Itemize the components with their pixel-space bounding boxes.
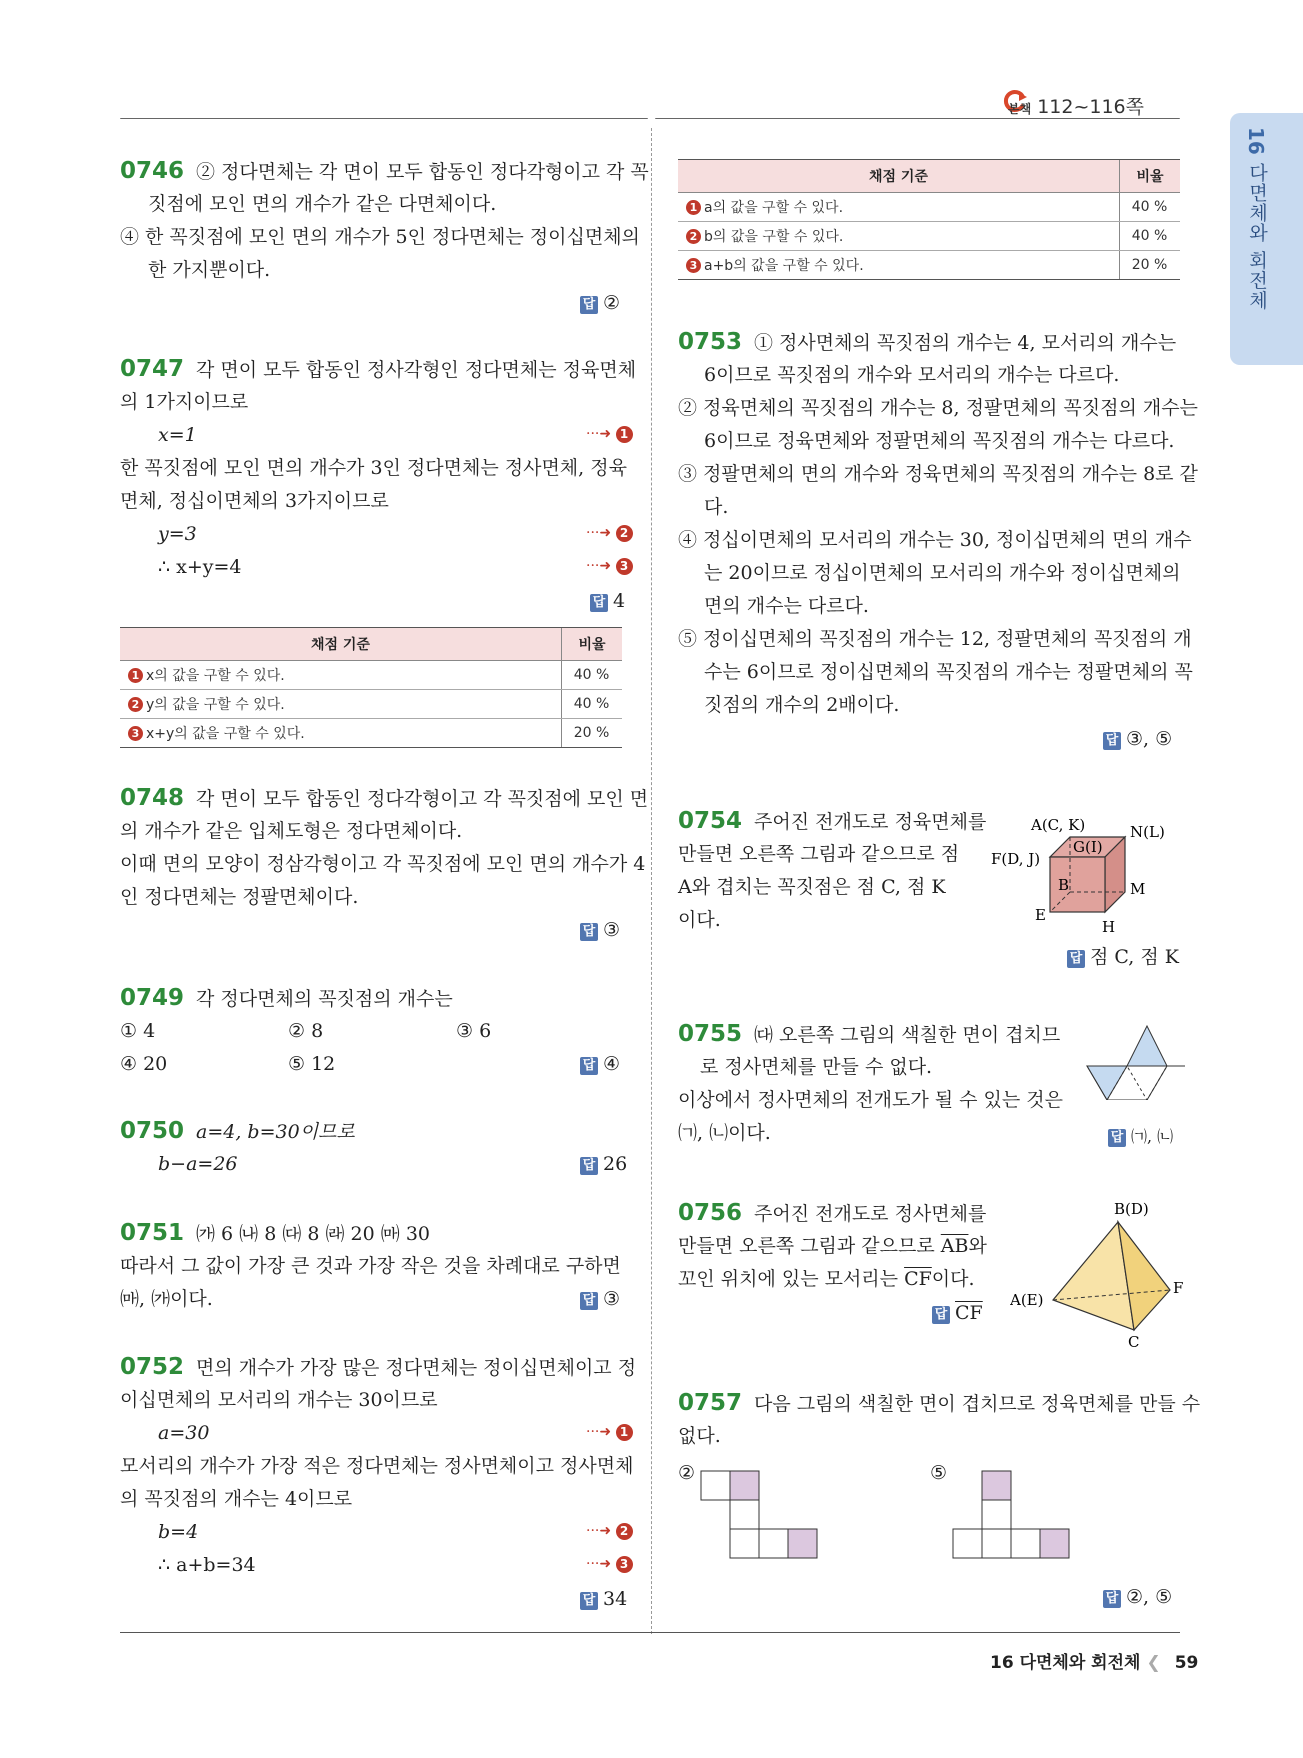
scoring-table-0752 — [678, 159, 1180, 280]
problem-0753-line10: ⑤ 정이십면체의 꼭짓점의 개수는 12, 정팔면체의 꼭짓점의 개 — [678, 628, 1192, 650]
label-m: M — [1130, 880, 1146, 898]
cube-net-figure-5 — [952, 1470, 1082, 1564]
problem-0755-line2: 로 정사면체를 만들 수 없다. — [700, 1056, 933, 1078]
problem-0754-line4: 이다. — [678, 909, 721, 931]
answer-0750: 답 26 — [580, 1153, 627, 1175]
table-header-criteria: 채점 기준 — [120, 628, 562, 661]
problem-0752-line3: 모서리의 개수가 가장 적은 정다면체는 정사면체이고 정사면체 — [120, 1455, 634, 1477]
equation-sum: ∴ a+b=34 — [158, 1554, 256, 1576]
problem-0753-line9: 면의 개수는 다르다. — [704, 595, 869, 617]
problem-0753-line12: 짓점의 개수의 2배이다. — [704, 694, 900, 716]
problem-number: 0752 — [120, 1354, 185, 1380]
choice-2: ② 8 — [288, 1020, 324, 1042]
problem-0747-line3: 한 꼭짓점에 모인 면의 개수가 3인 정다면체는 정사면체, 정육 — [120, 457, 627, 479]
answer-icon: 답 — [1108, 1129, 1126, 1147]
page-footer — [990, 1648, 1198, 1673]
answer-icon: 답 — [1067, 950, 1085, 968]
cube-net-figure-2 — [700, 1470, 830, 1564]
problem-0749-line1: 0749 각 정다면체의 꼭짓점의 개수는 — [120, 985, 453, 1011]
problem-0752-line1: 0752 면의 개수가 가장 많은 정다면체는 정이십면체이고 정 — [120, 1354, 637, 1380]
problem-number: 0751 — [120, 1220, 185, 1246]
problem-0747-line2: 의 1가지이므로 — [120, 391, 249, 413]
label-a: A(C, K) — [1031, 816, 1086, 834]
label-g: G(I) — [1073, 838, 1103, 856]
problem-0753-line6: 다. — [704, 496, 729, 518]
figure-label-2: ② — [678, 1462, 696, 1484]
problem-0753-line1: 0753 ① 정사면체의 꼭짓점의 개수는 4, 모서리의 개수는 — [678, 329, 1177, 355]
answer-icon: 답 — [1103, 1590, 1121, 1608]
footer-divider — [120, 1632, 1180, 1633]
chapter-number: 16 — [1244, 127, 1268, 155]
problem-0746-line1: 0746 ② 정다면체는 각 면이 모두 합동인 정다각형이고 각 꼭 — [120, 158, 649, 184]
problem-0753-line5: ③ 정팔면체의 면의 개수와 정육면체의 꼭짓점의 개수는 8로 같 — [678, 463, 1198, 485]
equation-b: b=4 — [158, 1521, 199, 1543]
problem-0746-line3: ④ 한 꼭짓점에 모인 면의 개수가 5인 정다면체는 정이십면체의 — [120, 226, 640, 248]
problem-0747-line1: 0747 각 면이 모두 합동인 정사각형인 정다면체는 정육면체 — [120, 356, 637, 382]
label-e: E — [1035, 906, 1046, 924]
problem-0751-line2: 따라서 그 값이 가장 큰 것과 가장 작은 것을 차례대로 구하면 — [120, 1255, 621, 1277]
equation-y: y=3 — [158, 523, 197, 545]
table-header-ratio: 비율 — [1120, 160, 1181, 193]
answer-icon: 답 — [580, 923, 598, 941]
answer-0747: 답 4 — [590, 590, 625, 612]
step-2-marker: ···➜ 2 — [586, 1523, 633, 1540]
problem-number: 0757 — [678, 1390, 743, 1416]
problem-0751-line3: ㈒, ㈎이다. — [120, 1288, 213, 1310]
chapter-title: 다면체와 회전체 — [1246, 163, 1268, 311]
step-3-marker: ···➜ 3 — [586, 558, 633, 575]
problem-number: 0755 — [678, 1021, 743, 1047]
problem-0746-line2: 짓점에 모인 면의 개수가 같은 다면체이다. — [148, 193, 497, 215]
problem-0753-line8: 는 20이므로 정십이면체의 모서리의 개수와 정이십면체의 — [704, 562, 1181, 584]
answer-icon: 답 — [580, 296, 598, 314]
textbook-reference: 본책 112~116쪽 — [1008, 96, 1144, 118]
choice-4: ④ 20 — [120, 1053, 168, 1075]
problem-0753-line2: 6이므로 꼭짓점의 개수와 모서리의 개수는 다르다. — [704, 364, 1120, 386]
answer-0746: 답 ② — [580, 292, 620, 314]
equation-a: a=30 — [158, 1422, 210, 1444]
problem-number: 0747 — [120, 356, 185, 382]
tetrahedron-figure — [1010, 1200, 1185, 1348]
cube-figure — [985, 808, 1185, 938]
answer-icon: 답 — [580, 1157, 598, 1175]
problem-0753-line7: ④ 정십이면체의 모서리의 개수는 30, 정이십면체의 면의 개수 — [678, 529, 1192, 551]
choice-1: ① 4 — [120, 1020, 156, 1042]
answer-icon: 답 — [590, 594, 608, 612]
chapter-tab[interactable] — [1230, 113, 1303, 365]
problem-0755-line1: 0755 ㈐ 오른쪽 그림의 색칠한 면이 겹치므 — [678, 1021, 1061, 1047]
problem-0746-line4: 한 가지뿐이다. — [148, 259, 271, 281]
answer-0753: 답 ③, ⑤ — [1103, 728, 1172, 750]
step-3-marker: ···➜ 3 — [586, 1556, 633, 1573]
table-row: 1 a의 값을 구할 수 있다. 40 % — [678, 193, 1180, 222]
answer-0752: 답 34 — [580, 1588, 627, 1610]
step-1-marker: ···➜ 1 — [586, 1424, 633, 1441]
answer-0756: 답 $\overline{CF}$ — [932, 1302, 983, 1324]
step-1-marker: ···➜ 1 — [586, 426, 633, 443]
problem-0753-line4: 6이므로 정육면체와 정팔면체의 꼭짓점의 개수는 다르다. — [704, 430, 1175, 452]
answer-0757: 답 ②, ⑤ — [1103, 1586, 1172, 1608]
table-row: 3 x+y의 값을 구할 수 있다. 20 % — [120, 719, 622, 748]
problem-0753-line3: ② 정육면체의 꼭짓점의 개수는 8, 정팔면체의 꼭짓점의 개수는 — [678, 397, 1198, 419]
column-frame-left — [120, 118, 648, 119]
problem-0747-line4: 면체, 정십이면체의 3가지이므로 — [120, 490, 389, 512]
problem-0756-line2: 만들면 오른쪽 그림과 같으므로 $\overline{AB}$와 — [678, 1235, 987, 1257]
figure-label-5: ⑤ — [930, 1462, 948, 1484]
problem-number: 0749 — [120, 985, 185, 1011]
table-header-criteria: 채점 기준 — [678, 160, 1120, 193]
table-header-ratio: 비율 — [562, 628, 623, 661]
table-row: 1 x의 값을 구할 수 있다. 40 % — [120, 661, 622, 690]
choice-3: ③ 6 — [456, 1020, 492, 1042]
label-f: F(D, J) — [991, 850, 1041, 868]
label-h: H — [1102, 918, 1116, 936]
tetrahedron-net-figure — [1085, 1020, 1185, 1100]
answer-icon: 답 — [1103, 732, 1121, 750]
problem-number: 0756 — [678, 1200, 743, 1226]
problem-0754-line1: 0754 주어진 전개도로 정육면체를 — [678, 808, 987, 834]
problem-number: 0746 — [120, 158, 185, 184]
problem-0750-line2: b−a=26 — [158, 1153, 238, 1175]
page-number: 59 — [1174, 1653, 1199, 1673]
chevron-left-icon: ❮ — [1146, 1653, 1161, 1673]
choice-5: ⑤ 12 — [288, 1053, 336, 1075]
label-ae: A(E) — [1010, 1291, 1044, 1309]
problem-0748-line3: 이때 면의 모양이 정삼각형이고 각 꼭짓점에 모인 면의 개수가 4 — [120, 853, 646, 875]
scoring-table-0747 — [120, 627, 622, 748]
problem-0751-line1: 0751 ㈎ 6 ㈏ 8 ㈐ 8 ㈑ 20 ㈒ 30 — [120, 1220, 430, 1246]
answer-0754: 답 점 C, 점 K — [1067, 942, 1179, 969]
answer-icon: 답 — [932, 1306, 950, 1324]
problem-0752-line2: 이십면체의 모서리의 개수는 30이므로 — [120, 1389, 438, 1411]
answer-icon: 답 — [580, 1592, 598, 1610]
answer-0749: 답 ④ — [580, 1053, 620, 1075]
problem-number: 0754 — [678, 808, 743, 834]
equation-x: x=1 — [158, 424, 197, 446]
problem-0754-line3: A와 겹치는 꼭짓점은 점 C, 점 K — [678, 876, 946, 898]
problem-0755-line3: 이상에서 정사면체의 전개도가 될 수 있는 것은 — [678, 1089, 1063, 1111]
problem-0748-line4: 인 정다면체는 정팔면체이다. — [120, 886, 359, 908]
problem-0756-line1: 0756 주어진 전개도로 정사면체를 — [678, 1200, 987, 1226]
answer-0755: 답 ㈀, ㈁ — [1108, 1124, 1173, 1147]
label-b: B — [1058, 876, 1070, 894]
problem-0748-line1: 0748 각 면이 모두 합동인 정다각형이고 각 꼭짓점에 모인 면 — [120, 785, 649, 811]
table-row: 3 a+b의 값을 구할 수 있다. 20 % — [678, 251, 1180, 280]
problem-0756-line3: 꼬인 위치에 있는 모서리는 $\overline{CF}$이다. — [678, 1268, 975, 1290]
answer-0748: 답 ③ — [580, 919, 620, 941]
problem-number: 0750 — [120, 1118, 185, 1144]
problem-0748-line2: 의 개수가 같은 입체도형은 정다면체이다. — [120, 820, 463, 842]
label-n: N(L) — [1130, 823, 1165, 841]
equation-sum: ∴ x+y=4 — [158, 556, 242, 578]
footer-title: 16 다면체와 회전체 — [990, 1653, 1141, 1673]
label-c: C — [1128, 1333, 1140, 1348]
problem-0752-line4: 의 꼭짓점의 개수는 4이므로 — [120, 1488, 353, 1510]
problem-0750-line1: 0750 a=4, b=30이므로 — [120, 1118, 355, 1144]
problem-0755-line4: ㈀, ㈁이다. — [678, 1122, 771, 1144]
table-row: 2 y의 값을 구할 수 있다. 40 % — [120, 690, 622, 719]
problem-number: 0753 — [678, 329, 743, 355]
answer-0751: 답 ③ — [580, 1288, 620, 1310]
column-divider — [651, 128, 652, 1634]
problem-0757-line2: 없다. — [678, 1425, 721, 1447]
answer-icon: 답 — [580, 1057, 598, 1075]
problem-0757-line1: 0757 다음 그림의 색칠한 면이 겹치므로 정육면체를 만들 수 — [678, 1390, 1201, 1416]
table-row: 2 b의 값을 구할 수 있다. 40 % — [678, 222, 1180, 251]
answer-icon: 답 — [580, 1292, 598, 1310]
label-f: F — [1173, 1279, 1184, 1297]
label-bd: B(D) — [1114, 1200, 1149, 1218]
problem-0754-line2: 만들면 오른쪽 그림과 같으므로 점 — [678, 843, 960, 865]
step-2-marker: ···➜ 2 — [586, 525, 633, 542]
problem-0753-line11: 수는 6이므로 정이십면체의 꼭짓점의 개수는 정팔면체의 꼭 — [704, 661, 1193, 683]
column-frame-right — [655, 118, 1180, 119]
problem-number: 0748 — [120, 785, 185, 811]
